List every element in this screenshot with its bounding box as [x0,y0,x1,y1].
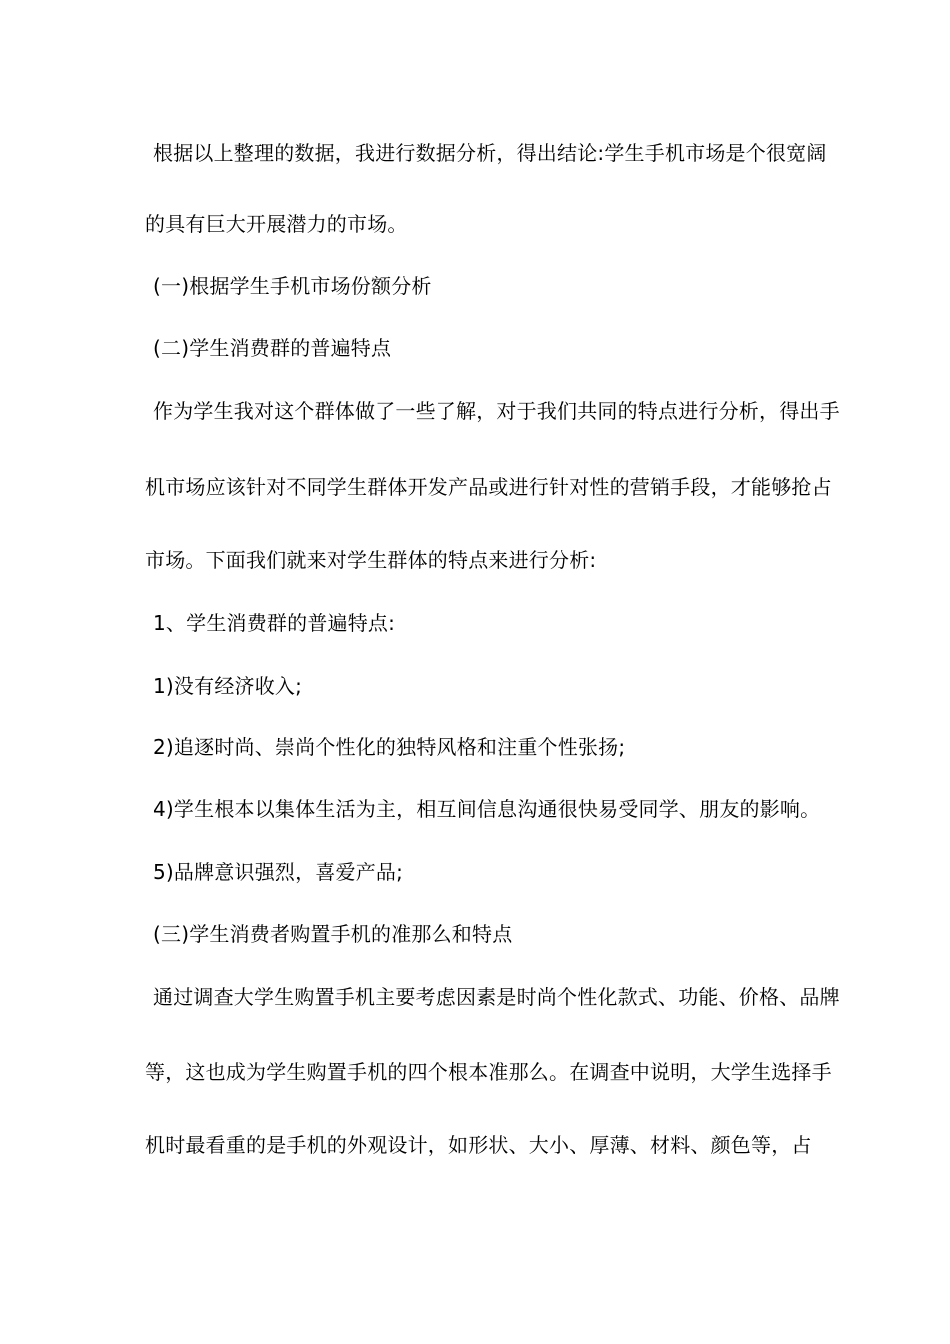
list-item-1: 1)没有经济收入; [153,674,303,698]
list-heading-1: 1、学生消费群的普遍特点: [153,611,396,635]
paragraph-line-5: 市场。下面我们就来对学生群体的特点来进行分析: [145,548,597,572]
paragraph-line-6: 通过调查大学生购置手机主要考虑因素是时尚个性化款式、功能、价格、品牌 [153,985,840,1009]
section-heading-2: (二)学生消费群的普遍特点 [153,336,392,360]
paragraph-line-1: 根据以上整理的数据，我进行数据分析，得出结论:学生手机市场是个很宽阔 [153,141,827,165]
paragraph-line-7: 等，这也成为学生购置手机的四个根本准那么。在调查中说明，大学生选择手 [145,1060,832,1084]
list-item-4: 4)学生根本以集体生活为主，相互间信息沟通很快易受同学、朋友的影响。 [153,797,821,821]
paragraph-line-3: 作为学生我对这个群体做了一些了解，对于我们共同的特点进行分析，得出手 [153,399,840,423]
section-heading-1: (一)根据学生手机市场份额分析 [153,274,432,298]
paragraph-line-4: 机市场应该针对不同学生群体开发产品或进行针对性的营销手段，才能够抢占 [145,475,832,499]
list-item-5: 5)品牌意识强烈，喜爱产品; [153,860,404,884]
section-heading-3: (三)学生消费者购置手机的准那么和特点 [153,922,513,946]
list-item-2: 2)追逐时尚、崇尚个性化的独特风格和注重个性张扬; [153,735,626,759]
paragraph-line-2: 的具有巨大开展潜力的市场。 [145,212,408,236]
paragraph-line-8: 机时最看重的是手机的外观设计，如形状、大小、厚薄、材料、颜色等，占 [145,1133,812,1157]
